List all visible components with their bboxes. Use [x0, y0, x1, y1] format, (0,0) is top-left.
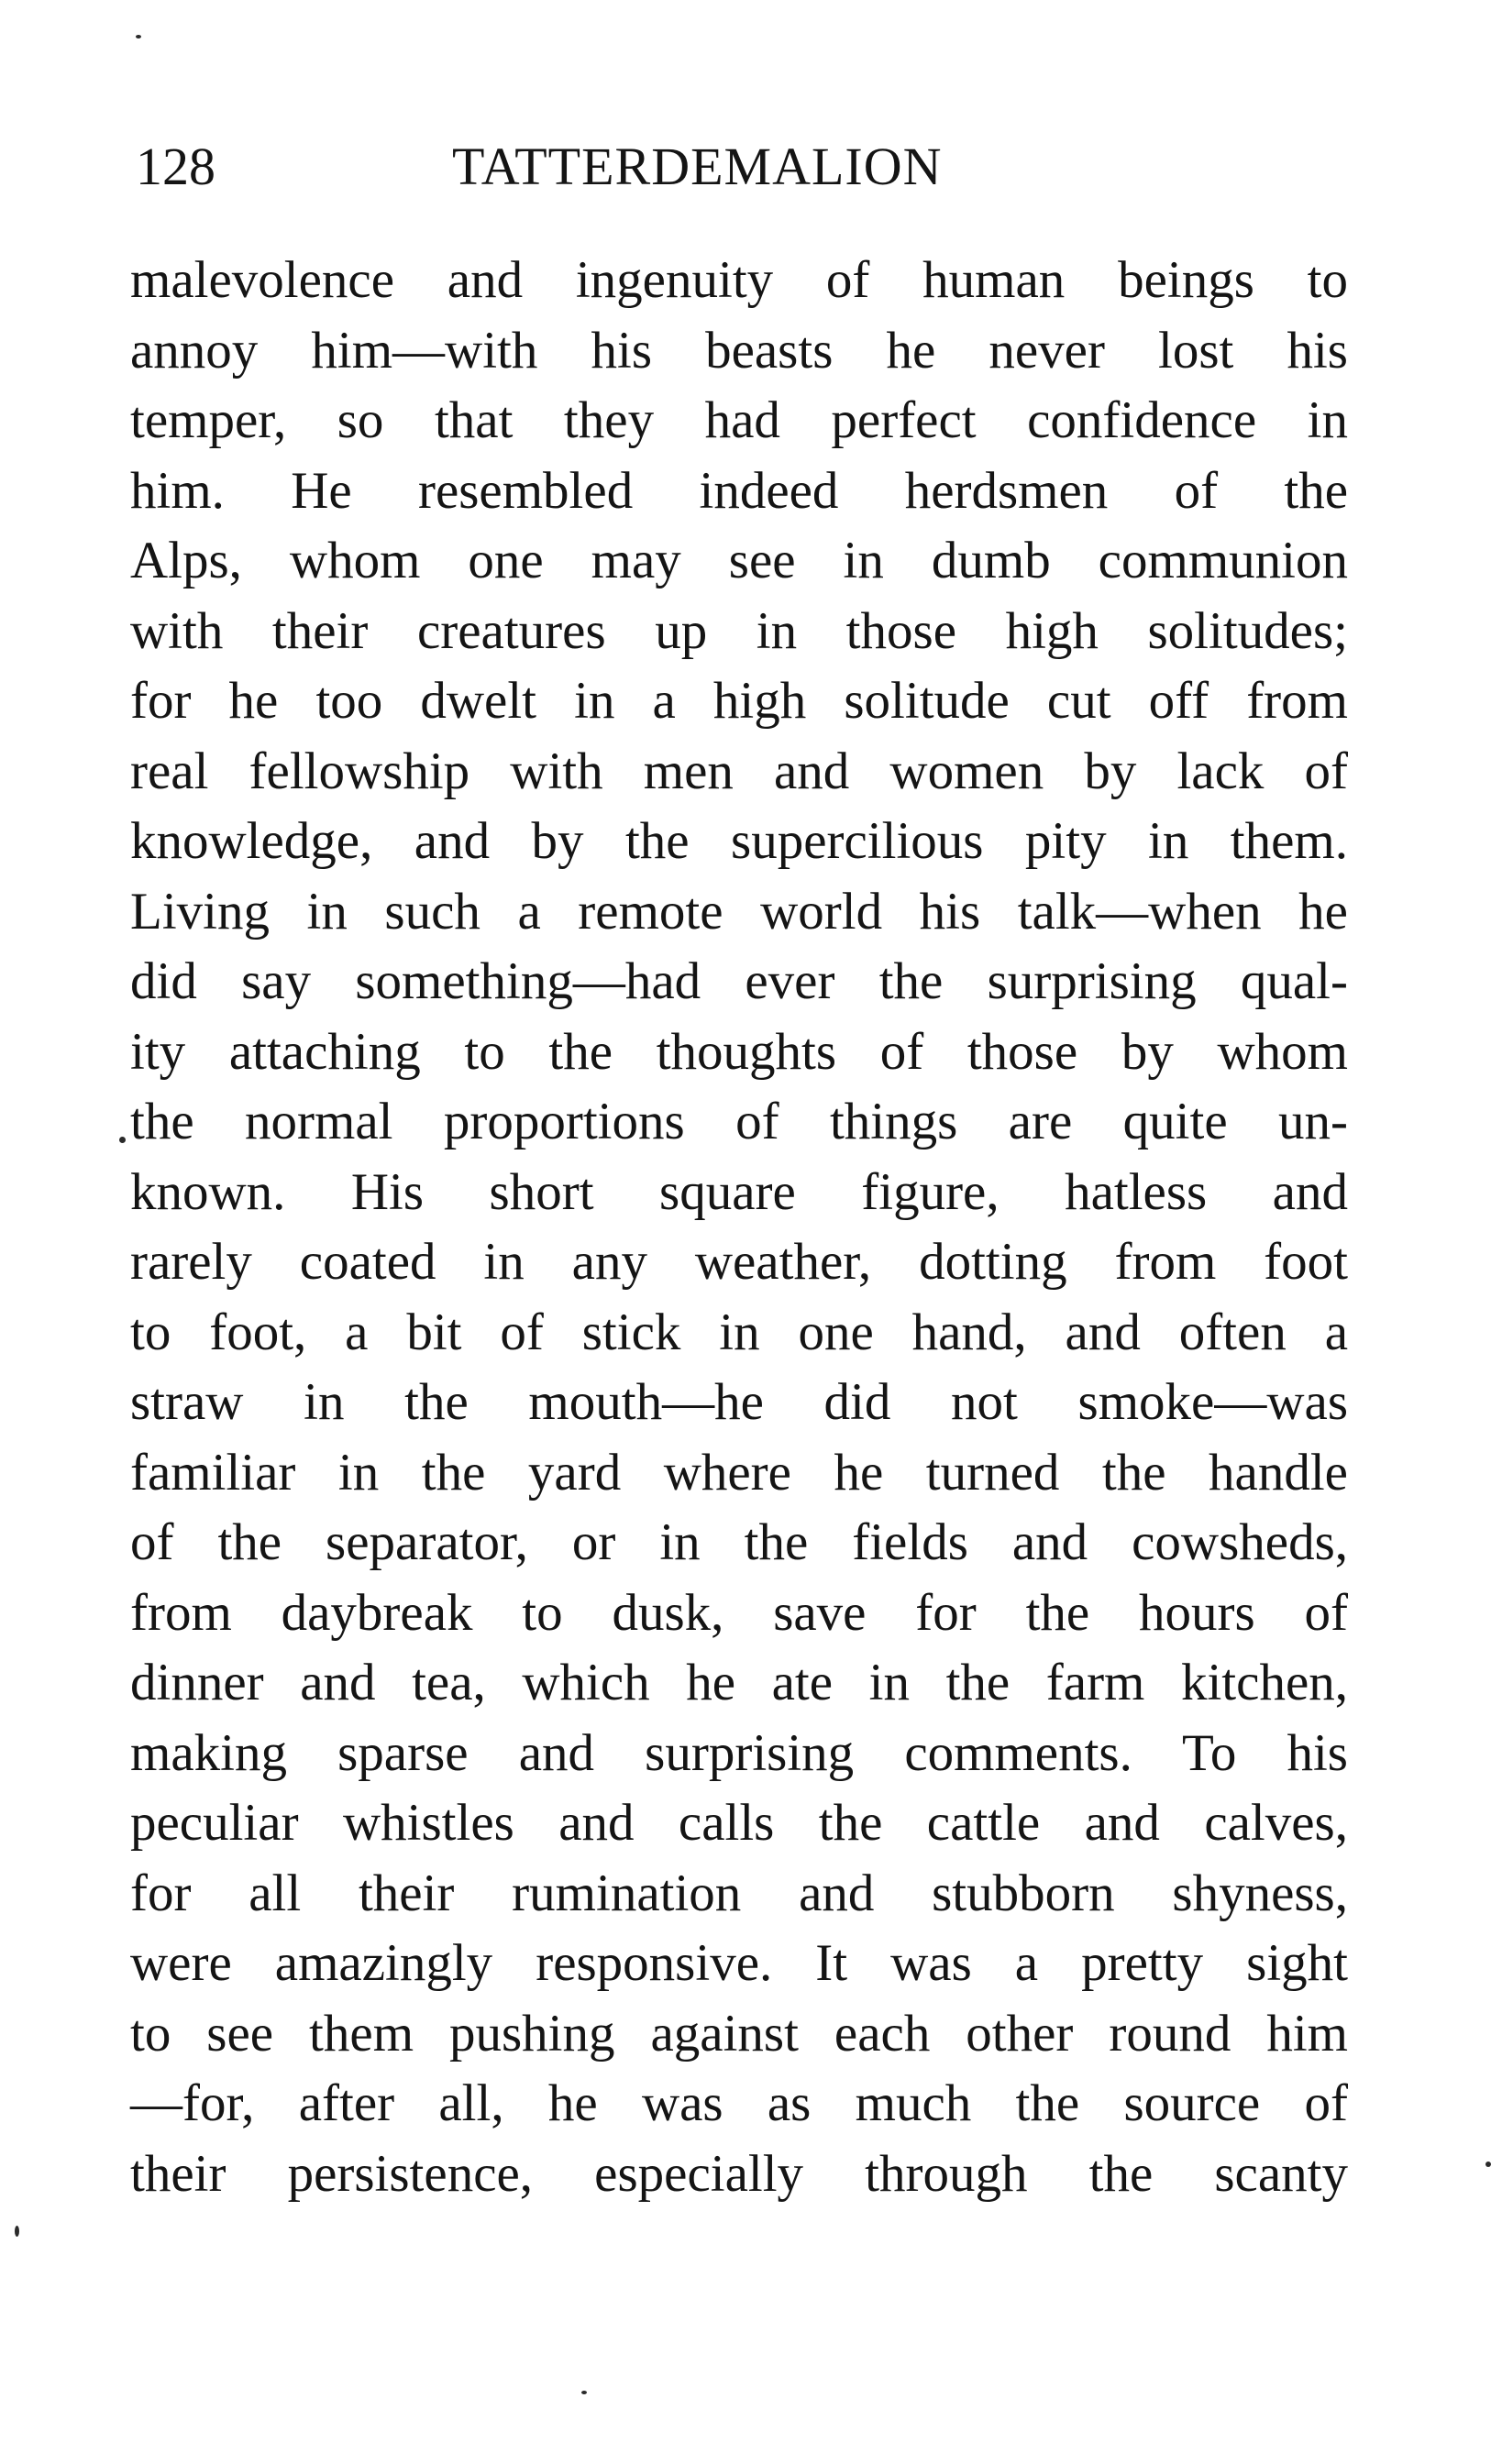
- scan-speck: [136, 35, 141, 38]
- text-line: malevolence and ingenuity of human beings to: [130, 251, 1348, 309]
- text-line: familiar in the yard where he turned the handle: [130, 1443, 1348, 1502]
- text-line: the normal proportions of things are quite un-: [130, 1093, 1348, 1150]
- scan-speck: [581, 2391, 587, 2394]
- text-line: from daybreak to dusk, save for the hours of: [130, 1583, 1348, 1642]
- page-header: [136, 130, 1348, 204]
- text-line: for all their rumination and stubborn shyness,: [130, 1864, 1348, 1922]
- text-line: peculiar whistles and calls the cattle and calves,: [130, 1794, 1348, 1852]
- text-line: rarely coated in any weather, dotting from foot: [130, 1233, 1348, 1291]
- text-line: to see them pushing against each other round him: [130, 2004, 1348, 2062]
- text-line: with their creatures up in those high solitudes;: [130, 601, 1348, 660]
- text-line: knowledge, and by the supercilious pity in them.: [130, 812, 1348, 870]
- text-line: their persistence, especially through the scanty: [130, 2144, 1348, 2203]
- text-line: straw in the mouth—he did not smoke—was: [130, 1373, 1348, 1431]
- text-line: ity attaching to the thoughts of those by whom: [130, 1022, 1348, 1081]
- text-line: for he too dwelt in a high solitude cut off from: [130, 672, 1348, 730]
- scan-speck: [15, 2226, 19, 2237]
- running-title: TATTERDEMALION: [452, 137, 943, 196]
- scan-speck: [119, 1137, 126, 1143]
- text-line: did say something—had ever the surprising qual-: [130, 952, 1348, 1010]
- text-line: making sparse and surprising comments. To his: [130, 1723, 1348, 1782]
- text-line: temper, so that they had perfect confidence in: [130, 391, 1348, 449]
- scan-speck: [1485, 2162, 1491, 2167]
- text-line: real fellowship with men and women by lack of: [130, 742, 1348, 800]
- text-line: Alps, whom one may see in dumb communion: [130, 532, 1348, 589]
- text-line: dinner and tea, which he ate in the farm kitchen,: [130, 1654, 1348, 1711]
- text-line: of the separator, or in the fields and cowsheds,: [130, 1513, 1348, 1571]
- text-line: Living in such a remote world his talk—when he: [130, 882, 1348, 940]
- page-number: 128: [136, 137, 215, 196]
- text-line: to foot, a bit of stick in one hand, and often a: [130, 1303, 1348, 1361]
- text-line: him. He resembled indeed herdsmen of the: [130, 461, 1348, 520]
- text-line: —for, after all, he was as much the source of: [130, 2074, 1348, 2132]
- body-text: [130, 246, 1348, 2209]
- text-line: known. His short square figure, hatless and: [130, 1162, 1348, 1221]
- text-line: were amazingly responsive. It was a pretty sight: [130, 1934, 1348, 1992]
- text-line: annoy him—with his beasts he never lost his: [130, 321, 1348, 380]
